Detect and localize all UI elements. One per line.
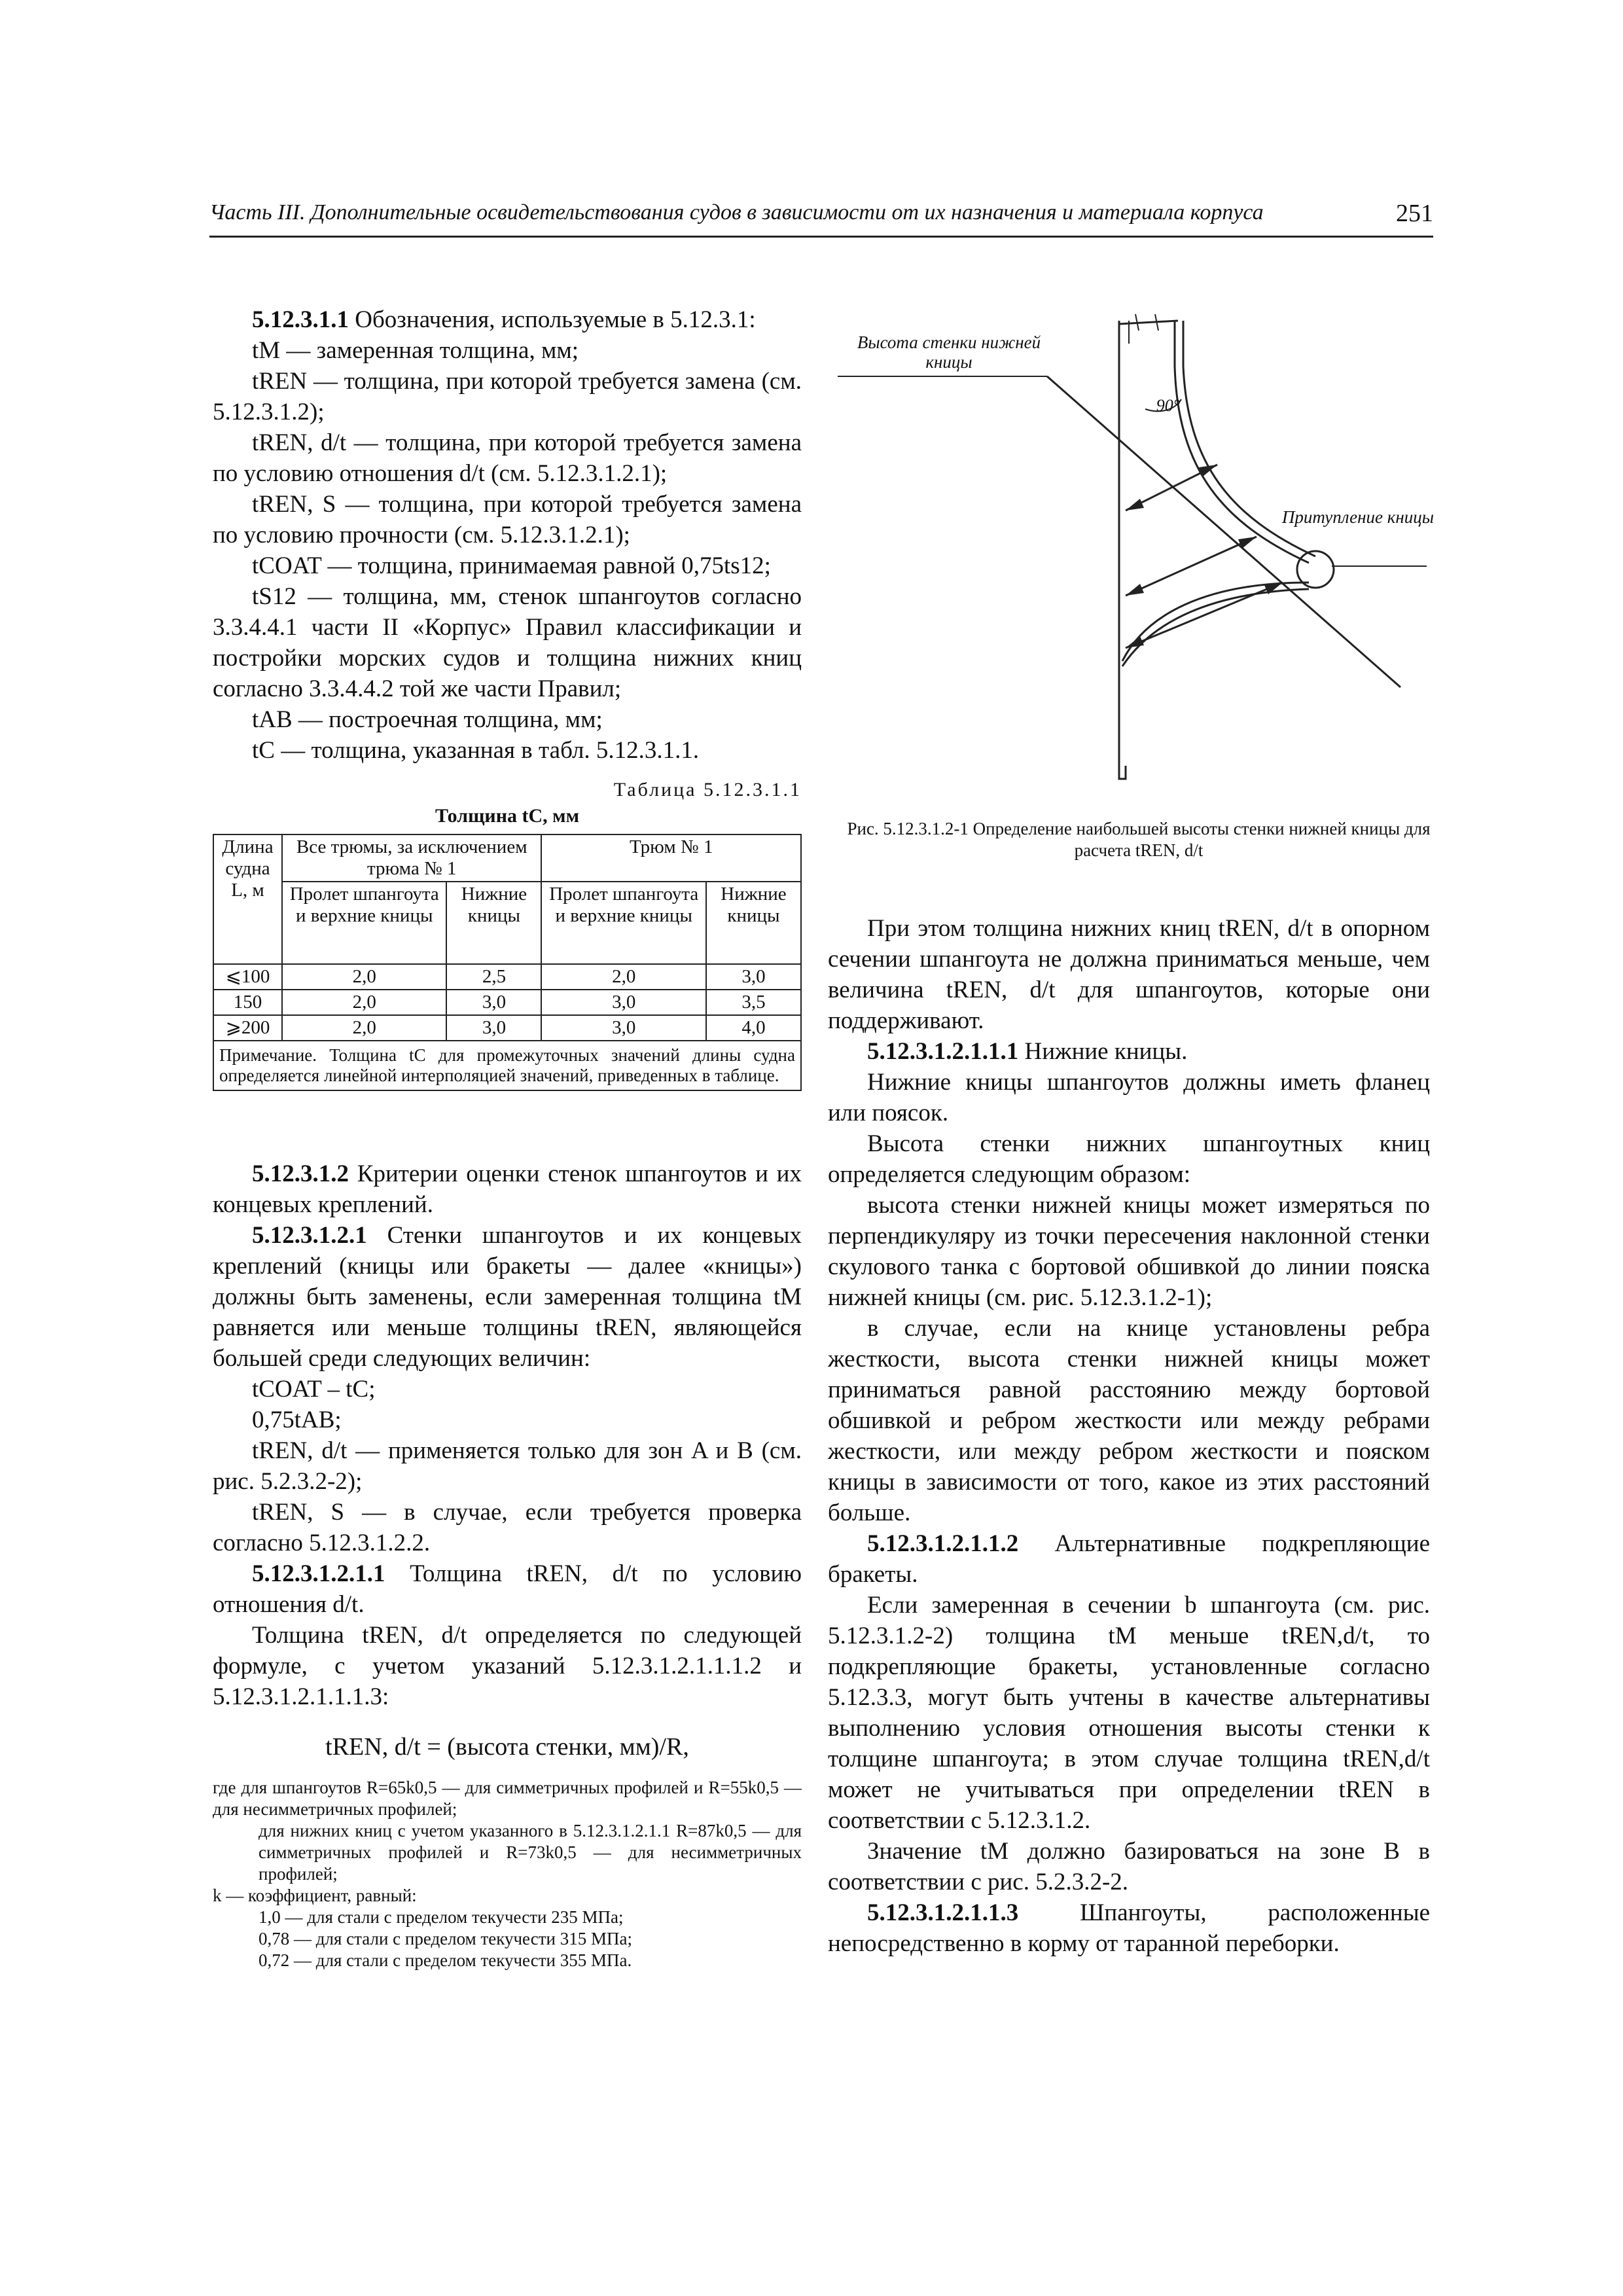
definitions-intro-text: Обозначения, используемые в 5.12.3.1: xyxy=(349,306,756,333)
definitions-block xyxy=(213,304,802,766)
bracket-figure xyxy=(838,308,1440,805)
lower-brackets-flange: Нижние кницы шпангоутов должны иметь фланец или поясок. xyxy=(828,1069,1430,1126)
alt-brackets-heading xyxy=(828,1528,1430,1590)
def-ts12: tS12 — толщина, мм, стенок шпангоутов согласно 3.3.4.4.1 части II «Корпус» Правил классификации и постройки морских судов и толщина нижних книц согласно 3.3.4.4.2 той же части Правил; xyxy=(213,583,802,702)
def-tcoat: tCOAT — толщина, принимаемая равной 0,75ts12; xyxy=(252,552,771,579)
bracket-toe-circle xyxy=(1297,551,1334,588)
cell-length: ⩽100 xyxy=(213,964,282,990)
cell-value: 3,0 xyxy=(541,990,705,1015)
alt-brackets-paragraph: Если замеренная в сечении b шпангоута (см. рис. 5.12.3.1.2-2) толщина tM меньше tREN,d/t, то подкрепляющие бракеты, установленные согласно 5.12.3.3, могут быть учтены в качестве альтернативы выполнению условия отношения высоты стенки к толщине шпангоута; в этом случае толщина tREN,d/t может не учитываться при определении tREN в соответствии с 5.12.3.1.2. xyxy=(828,1592,1430,1834)
def-tren-dt: tREN, d/t — толщина, при которой требуется замена по условию отношения d/t (см. 5.12.3.1.2.1); xyxy=(213,429,802,487)
web-height-label: Высота стенки нижней кницы xyxy=(857,332,1041,372)
table-caption: Таблица 5.12.3.1.1 xyxy=(613,779,802,800)
table-row xyxy=(213,990,801,1015)
section-number: 5.12.3.1.2.1 xyxy=(252,1222,367,1249)
header-span-hold1: Пролет шпангоута и верхние кницы xyxy=(541,882,705,964)
criterion-1: tCOAT – tC; xyxy=(252,1376,376,1403)
header-length: Длина судна L, м xyxy=(213,834,282,964)
where-1: где для шпангоутов R=65k0,5 — для симметричных профилей и R=55k0,5 — для несимметричных профилей; xyxy=(213,1778,802,1819)
lower-bracket-thickness: При этом толщина нижних книц tREN, d/t в опорном сечении шпангоута не должна приниматься меньше, чем величина tREN, d/t для шпангоутов, которые они поддерживают. xyxy=(828,915,1430,1034)
def-tm: tM — замеренная толщина, мм; xyxy=(252,337,579,364)
thickness-table-block xyxy=(213,779,802,1091)
table-row xyxy=(213,1015,801,1041)
running-header xyxy=(209,196,1433,238)
criteria-heading xyxy=(213,1158,802,1220)
header-span: Пролет шпангоута и верхние кницы xyxy=(282,882,446,964)
table-row xyxy=(213,964,801,990)
bracket-blunting-label: Притупление кницы xyxy=(1281,507,1435,527)
section-number: 5.12.3.1.2.1.1.1 xyxy=(867,1038,1019,1065)
hopper-slope-line xyxy=(1047,376,1400,687)
header-hold-1: Трюм № 1 xyxy=(541,834,801,882)
criteria-paragraph xyxy=(213,1220,802,1374)
cell-value: 4,0 xyxy=(706,1015,801,1041)
dt-heading xyxy=(213,1558,802,1620)
where-6: 0,72 — для стали с пределом текучести 355 МПа. xyxy=(259,1950,632,1970)
criteria-paragraph-text: Стенки шпангоутов и их концевых креплений (кницы или бракеты — далее «кницы») должны быть заменены, если замеренная толщина tM равняется или меньше толщины tREN, являющейся большей среди следующих величин: xyxy=(213,1222,802,1372)
cell-value: 2,0 xyxy=(282,990,446,1015)
page-number: 251 xyxy=(1396,200,1433,227)
header-all-holds: Все трюмы, за исключением трюма № 1 xyxy=(282,834,541,882)
dt-paragraph: Толщина tREN, d/t определяется по следующей формуле, с учетом указаний 5.12.3.1.2.1.1.1.2 и 5.12.3.1.2.1.1.1.3: xyxy=(213,1622,802,1710)
web-height-rule-2: в случае, если на книце установлены ребра жесткости, высота стенки нижней кницы может приниматься равной расстоянию между бортовой обшивкой и ребром жесткости или между ребрами жесткости, или между ребром жесткости и пояском кницы в зависимости от того, какое из этих расстояний больше. xyxy=(828,1315,1430,1526)
web-height-intro: Высота стенки нижних шпангоутных книц определяется следующим образом: xyxy=(828,1130,1430,1188)
frames-aft-heading-text: Шпангоуты, расположенные непосредственно в корму от таранной переборки. xyxy=(828,1899,1430,1957)
frames-aft-heading xyxy=(828,1897,1430,1959)
where-4: 1,0 — для стали с пределом текучести 235 МПа; xyxy=(259,1907,624,1927)
def-tren-s: tREN, S — толщина, при которой требуется замена по условию прочности (см. 5.12.3.1.2.1); xyxy=(213,491,802,548)
criteria-heading-text: Критерии оценки стенок шпангоутов и их концевых креплений. xyxy=(213,1160,802,1218)
formula: tREN, d/t = (высота стенки, мм)/R, xyxy=(325,1733,689,1761)
cell-value: 2,0 xyxy=(541,964,705,990)
tm-zone-b: Значение tM должно базироваться на зоне B в соответствии с рис. 5.2.3.2-2. xyxy=(828,1838,1430,1895)
cell-value: 2,0 xyxy=(282,964,446,990)
web-height-rule-1: высота стенки нижней кницы может измеряться по перпендикуляру из точки пересечения наклонной стенки скулового танка с бортовой обшивкой до линии пояска нижней кницы (см. рис. 5.12.3.1.2-1); xyxy=(828,1192,1430,1311)
criteria-block xyxy=(213,1158,802,1971)
header-title: Часть III. Дополнительные освидетельствования судов в зависимости от их назначения и материала корпуса xyxy=(209,200,1264,224)
section-number: 5.12.3.1.1 xyxy=(252,306,349,333)
section-number: 5.12.3.1.2.1.1.2 xyxy=(867,1530,1019,1557)
def-tren: tREN — толщина, при которой требуется замена (см. 5.12.3.1.2); xyxy=(213,368,802,425)
table-note: Примечание. Толщина tC для промежуточных значений длины судна определяется линейной интерполяцией значений, приведенных в таблице. xyxy=(213,1041,801,1090)
criterion-4: tREN, S — в случае, если требуется проверка согласно 5.12.3.1.2.2. xyxy=(213,1499,802,1556)
cell-value: 3,0 xyxy=(541,1015,705,1041)
table-title: Толщина tC, мм xyxy=(435,805,580,827)
dt-heading-text: Толщина tREN, d/t по условию отношения d/t. xyxy=(213,1560,802,1618)
definitions-intro xyxy=(213,304,802,335)
cell-length: ⩾200 xyxy=(213,1015,282,1041)
header-lower-brackets-hold1: Нижние кницы xyxy=(706,882,801,964)
header-lower-brackets: Нижние кницы xyxy=(446,882,541,964)
cell-length: 150 xyxy=(213,990,282,1015)
lower-brackets-heading xyxy=(828,1036,1430,1067)
section-number: 5.12.3.1.2.1.1 xyxy=(252,1560,385,1587)
cell-value: 3,0 xyxy=(446,990,541,1015)
def-tc: tC — толщина, указанная в табл. 5.12.3.1.1. xyxy=(252,737,700,764)
criterion-3: tREN, d/t — применяется только для зон A и B (см. рис. 5.2.3.2-2); xyxy=(213,1437,802,1495)
lower-brackets-heading-text: Нижние кницы. xyxy=(1018,1038,1188,1065)
section-number: 5.12.3.1.2.1.1.3 xyxy=(867,1899,1019,1926)
figure-caption: Рис. 5.12.3.1.2-1 Определение наибольшей высоты стенки нижней кницы для расчета tREN, d/t xyxy=(847,819,1431,860)
right-column xyxy=(828,913,1430,1959)
def-tab: tAB — построечная толщина, мм; xyxy=(252,706,603,733)
cell-value: 3,5 xyxy=(706,990,801,1015)
criterion-2: 0,75tAB; xyxy=(252,1407,342,1433)
right-angle-label: 90° xyxy=(1156,396,1181,415)
bracket-diagram xyxy=(838,308,1440,805)
cell-value: 2,0 xyxy=(282,1015,446,1041)
cell-value: 2,5 xyxy=(446,964,541,990)
cell-value: 3,0 xyxy=(446,1015,541,1041)
formula-where xyxy=(213,1777,802,1971)
cell-value: 3,0 xyxy=(706,964,801,990)
where-2: для нижних книц с учетом указанного в 5.12.3.1.2.1.1 R=87k0,5 — для симметричных профилей и R=73k0,5 — для несимметричных профилей; xyxy=(259,1821,802,1884)
section-number: 5.12.3.1.2 xyxy=(252,1160,349,1187)
alt-brackets-heading-text: Альтернативные подкрепляющие бракеты. xyxy=(828,1530,1430,1588)
thickness-table xyxy=(213,834,802,1091)
where-3: k — коэффициент, равный: xyxy=(213,1886,417,1905)
where-5: 0,78 — для стали с пределом текучести 315 МПа; xyxy=(259,1929,632,1948)
